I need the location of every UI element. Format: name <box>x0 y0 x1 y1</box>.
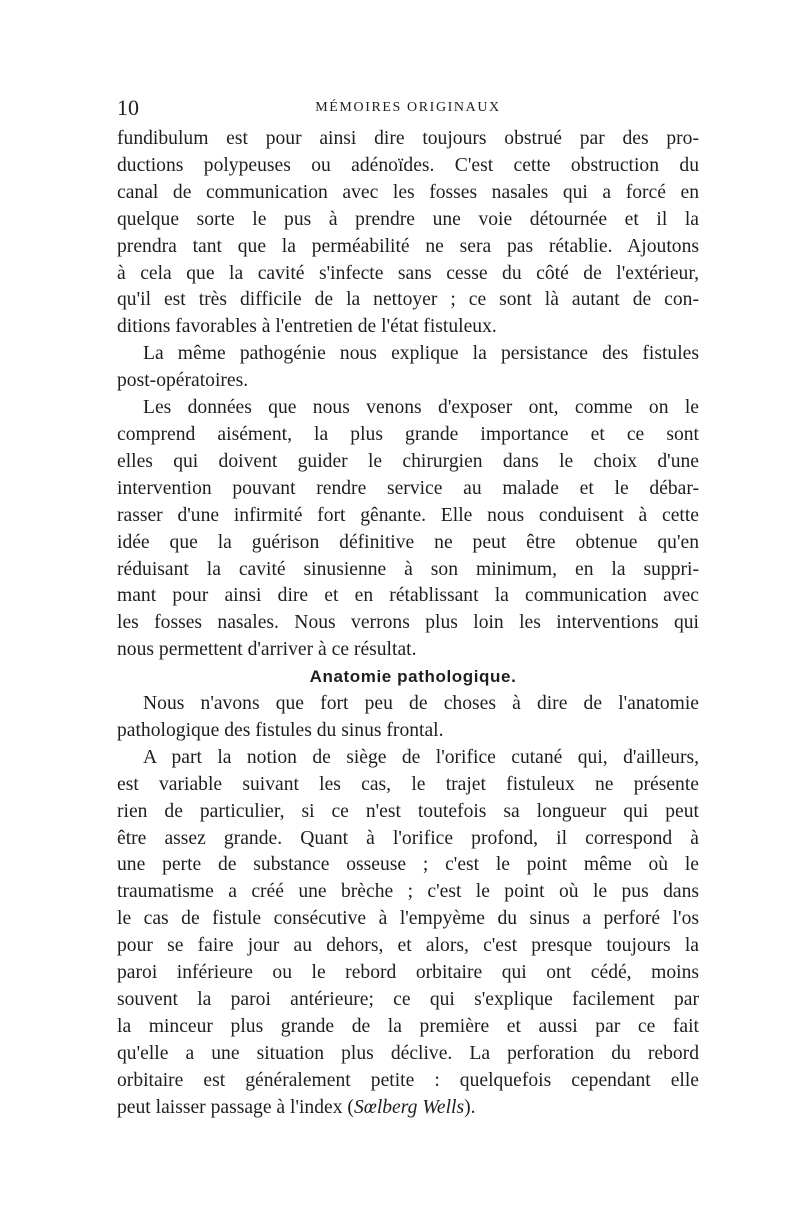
paragraph-5 <box>117 745 699 1122</box>
text-line: fundibulum est pour ainsi dire toujours obstrué par des pro- <box>117 128 699 149</box>
text-line: idée que la guérison définitive ne peut être obtenue qu'en <box>117 531 699 553</box>
paragraph-2 <box>117 341 699 395</box>
text-line: est variable suivant les cas, le trajet fistuleux ne présente <box>117 773 699 795</box>
body-text <box>117 126 699 1122</box>
text-line: la minceur plus grande de la première et aussi par ce fait <box>117 1015 699 1037</box>
text-fragment: peut laisser passage à l'index ( <box>117 1096 354 1118</box>
running-head <box>117 96 699 120</box>
text-line: post-opératoires. <box>117 370 249 392</box>
text-line: A part la notion de siège de l'orifice cutané qui, d'ailleurs, <box>143 746 699 768</box>
text-line: nous permettent d'arriver à ce résultat. <box>117 639 417 661</box>
text-line: à cela que la cavité s'infecte sans cesse du côté de l'extérieur, <box>117 262 699 284</box>
book-page <box>117 96 699 1122</box>
text-line: souvent la paroi antérieure; ce qui s'explique facilement par <box>117 989 699 1010</box>
text-line: les fosses nasales. Nous verrons plus loin les interventions qui <box>117 612 699 634</box>
paragraph-4 <box>117 691 699 745</box>
text-line: être assez grande. Quant à l'orifice profond, il correspond à <box>117 827 699 849</box>
text-line: rasser d'une infirmité fort gênante. Elle nous conduisent à cette <box>117 504 699 526</box>
text-line: le cas de fistule consécutive à l'empyème du sinus a perforé l'os <box>117 908 699 930</box>
text-line: intervention pouvant rendre service au malade et le débar- <box>117 477 699 499</box>
text-line: quelque sorte le pus à prendre une voie détournée et il la <box>117 208 699 230</box>
text-line: Les données que nous venons d'exposer ont, comme on le <box>143 397 699 419</box>
text-line: La même pathogénie nous explique la persistance des fistules <box>143 343 699 365</box>
text-line: ditions favorables à l'entretien de l'état fistuleux. <box>117 316 497 338</box>
text-line: rien de particulier, si ce n'est toutefois sa longueur qui peut <box>117 800 699 822</box>
text-line-final <box>117 1095 699 1122</box>
text-line: mant pour ainsi dire et en rétablissant la communication avec <box>117 585 699 607</box>
text-line: orbitaire est généralement petite : quelquefois cependant elle <box>117 1069 699 1091</box>
text-line: prendra tant que la perméabilité ne sera pas rétablie. Ajoutons <box>117 235 699 257</box>
section-heading: Anatomie pathologique. <box>309 667 517 687</box>
text-line: pour se faire jour au dehors, et alors, c'est presque toujours la <box>117 935 699 957</box>
text-line: réduisant la cavité sinusienne à son minimum, en la suppri- <box>117 558 699 580</box>
text-fragment: ). <box>464 1096 476 1118</box>
citation-author: Sœlberg Wells <box>353 1096 465 1118</box>
paragraph-1 <box>117 126 699 341</box>
page-number: 10 <box>117 95 139 120</box>
text-line: qu'elle a une situation plus déclive. La perforation du rebord <box>117 1042 699 1064</box>
text-line: Nous n'avons que fort peu de choses à dire de l'anatomie <box>143 693 699 715</box>
text-line: paroi inférieure ou le rebord orbitaire qui ont cédé, moins <box>117 962 699 984</box>
running-title: MÉMOIRES ORIGINAUX <box>315 100 501 115</box>
text-line: ductions polypeuses ou adénoïdes. C'est cette obstruction du <box>117 154 699 176</box>
paragraph-3 <box>117 395 699 664</box>
text-line: traumatisme a créé une brèche ; c'est le point où le pus dans <box>117 881 699 903</box>
text-line: elles qui doivent guider le chirurgien dans le choix d'une <box>117 450 699 472</box>
text-line: pathologique des fistules du sinus frontal. <box>117 719 444 741</box>
text-line: comprend aisément, la plus grande importance et ce sont <box>117 423 699 445</box>
text-line: canal de communication avec les fosses nasales qui a forcé en <box>117 181 699 203</box>
text-line: une perte de substance osseuse ; c'est le point même où le <box>117 854 699 876</box>
text-line: qu'il est très difficile de la nettoyer ; ce sont là autant de con- <box>117 289 699 311</box>
